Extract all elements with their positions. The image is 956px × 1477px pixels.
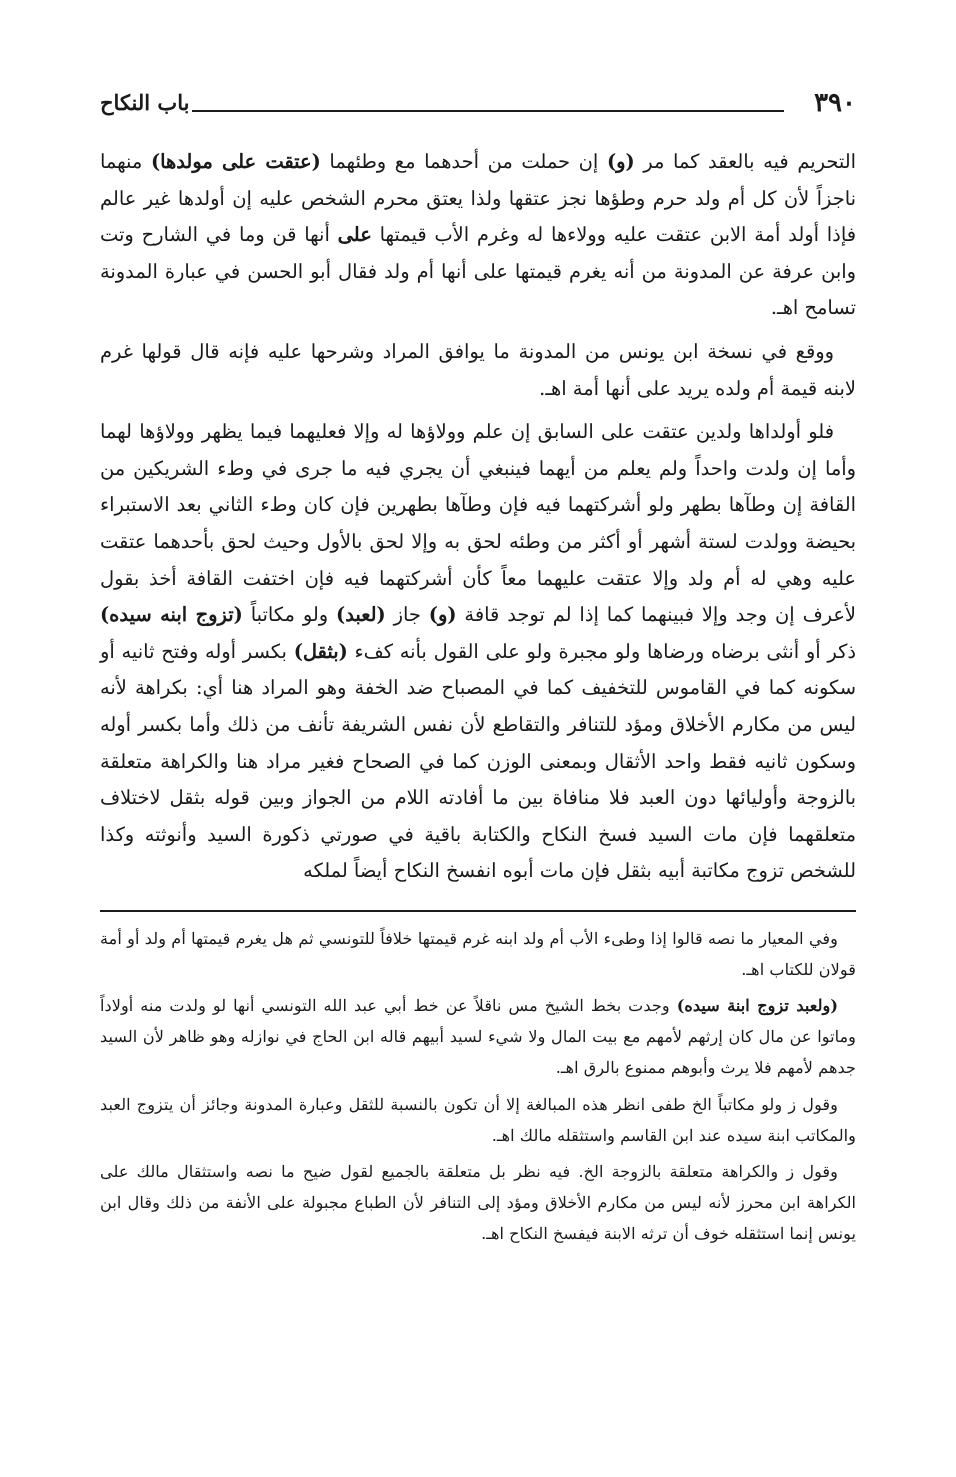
footnote-2: (ولعبد تزوج ابنة سيده) وجدت بخط الشيخ مس ناقلاً عن خط أبي عبد الله التونسي أنها لو ولدت منه أولاداً وماتوا عن مال كان إرثهم لأمهم مع بيت المال ولا شيء لسيد أبيهم قاله ابن الحاج في نوازله وهو ظاهر لأن السيد جدهم لأمهم فلا يرث وأبوهم ممنوع بالرق اهـ. xyxy=(100,996,856,1078)
chapter-title: باب النكاح xyxy=(100,90,190,115)
footnote-1: وفي المعيار ما نصه قالوا إذا وطىء الأب أم ولد ابنه غرم قيمتها خلافاً للتونسي ثم هل يغرم قيمتها أم ولد أو أمة قولان للكتاب اهـ. xyxy=(100,928,856,979)
bold-term: (و) xyxy=(606,150,635,173)
running-head xyxy=(100,86,856,122)
footnote-4: وقول ز والكراهة متعلقة بالزوجة الخ. فيه نظر بل متعلقة بالجميع لقول ضيح ما نصه واستثقال مالك على الكراهة ابن محرز لأنه ليس من مكارم الأخلاق ومؤد إلى التنافر لأن الطباع مجبولة على الأنفة من ذلك وقال ابن يونس إنما استثقله خوف أن ترثه الابنة فيفسخ النكاح اهـ. xyxy=(100,1162,856,1244)
bold-term: (و) xyxy=(428,603,457,627)
bold-term: (تزوج ابنه سيده) xyxy=(100,603,243,627)
paragraph-3: فلو أولداها ولدين عتقت على السابق إن علم وولاؤها له وإلا فعليهما فيما يظهر وولاؤها لهما وأما إن ولدت واحداً ولم يعلم من أيهما فينبغي أن يجري فيه ما جرى في وطء الشريكين من القافة إن وطآها بطهر ولو أشركتهما فيه فإن وطآها بطهرين فإن كان وطء الثاني بعد الاستبراء بحيضة وولدت لستة أشهر أو أكثر من وطئه لحق به وإلا لحق بالأول وحيث لحق بأحدهما عتقت عليه وهي له أم ولد وإلا عتقت عليهما معاً كأن أشركتهما فيه فإن اختفت القافة أخذ بقول لأعرف إن وجد وإلا فبينهما كما إذا لم توجد قافة (و) جاز (لعبد) ولو مكاتباً (تزوج ابنه سيده) ذكر أو أنثى برضاه ورضاها ولو مجبرة ولو على القول بأنه كفء (بثقل) بكسر أوله وفتح ثانيه أو سكونه كما في القاموس للتخفيف كما في المصباح ضد الخفة وهو المراد هنا أي: بكراهة لأنه ليس من مكارم الأخلاق ومؤد للتنافر والتقاطع لأن نفس الشريفة تأنف من ذلك وأما بكسر أوله وسكون ثانيه فقط واحد الأثقال وبمعنى الوزن كما في الصحاح فغير مراد هنا والكراهة متعلقة بالزوجة وأوليائها دون العبد فلا منافاة بين ما أفادته اللام من الجواز وبين قوله بثقل لاختلاف متعلقهما فإن مات السيد فسخ النكاح والكتابة باقية في صورتي ذكورة السيد وأنوثته وكذا للشخص تزوج مكاتبة أبيه بثقل فإن مات أبوه انفسخ النكاح أيضاً لملكه xyxy=(100,420,856,883)
bold-term: (بثقل) xyxy=(293,639,348,663)
bold-term: على xyxy=(337,223,372,247)
footnotes xyxy=(100,924,856,1250)
footnote-rule xyxy=(100,910,856,912)
header-rule xyxy=(192,110,784,112)
bold-term: (عتقت على مولدها) xyxy=(150,150,321,173)
bold-term: (لعبد) xyxy=(336,603,386,627)
bold-term: (ولعبد تزوج ابنة سيده) xyxy=(676,996,838,1016)
book-page xyxy=(100,86,856,1256)
page-number: ٣٩٠ xyxy=(814,88,856,118)
paragraph-2: ووقع في نسخة ابن يونس من المدونة ما يوافق المراد وشرحها عليه فإنه قال قولها غرم لابنه قيمة أم ولده يريد على أنها أمة اهـ. xyxy=(100,339,856,400)
main-text xyxy=(100,144,856,890)
paragraph-1: التحريم فيه بالعقد كما مر (و) إن حملت من أحدهما مع وطئهما (عتقت على مولدها) منهما ناجزاً لأن كل أم ولد حرم وطؤها نجز عتقها ولذا يعتق محرم الشخص عليه إن أولدها غير عالم فإذا أولد أمة الابن عتقت عليه وولاءها له وغرم الأب قيمتها على أنها قن وما في الشارح وتت وابن عرفة عن المدونة من أنه يغرم قيمتها على أنها أم ولد فقال أبو الحسن في عبارة المدونة تسامح اهـ. xyxy=(100,150,856,320)
footnote-3: وقول ز ولو مكاتباً الخ طفى انظر هذه المبالغة إلا أن تكون بالنسبة للثقل وعبارة المدونة وجائز أن يتزوج العبد والمكاتب ابنة سيده عند ابن القاسم واستثقله مالك اهـ. xyxy=(100,1094,856,1145)
